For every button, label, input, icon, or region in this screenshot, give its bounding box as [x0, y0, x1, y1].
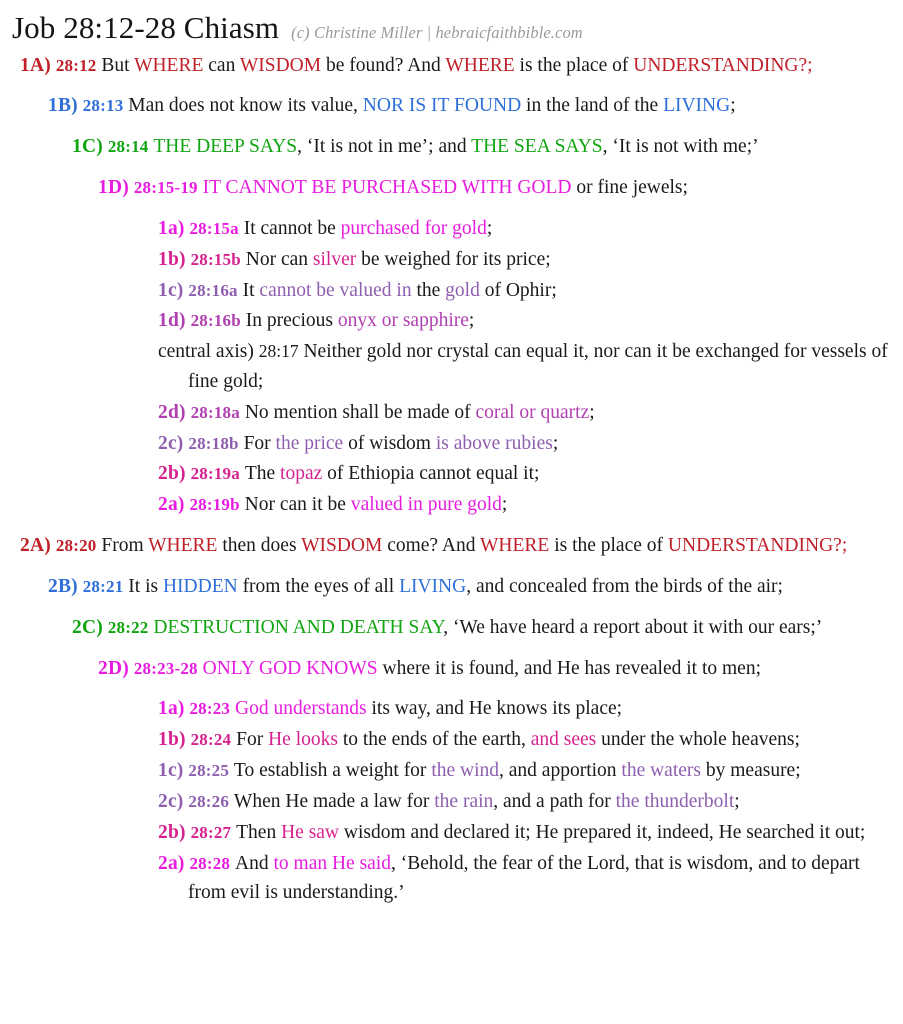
keyword-and-sees: and sees [530, 729, 597, 751]
line-text: From [101, 535, 149, 557]
line-text: Nor can [245, 248, 313, 270]
chiasm-line-1c-second [158, 756, 891, 786]
chiasm-line-1c [158, 276, 891, 306]
line-label: 1d) [158, 310, 186, 332]
keyword-cannot-be-purchased: IT CANNOT BE PURCHASED WITH GOLD [202, 177, 572, 199]
line-reference: 28:19a [190, 464, 240, 484]
line-reference: 28:25 [188, 761, 230, 781]
keyword-where: WHERE [148, 535, 218, 557]
line-text: wisdom and declared it; He prepared it, indeed, He searched it out; [339, 821, 866, 843]
attribution-byline: (c) Christine Miller | hebraicfaithbible.com [291, 23, 583, 42]
line-text: , and apportion [499, 760, 622, 782]
keyword-god-understands: God understands [235, 698, 367, 720]
line-text: ; [734, 790, 740, 812]
line-text: ; [730, 95, 736, 117]
keyword-the-wind: the wind [431, 760, 500, 782]
line-text: to the ends of the earth, [337, 729, 531, 751]
chiasm-line-1d [158, 306, 891, 336]
line-text: of wisdom [343, 432, 436, 454]
line-label: 2d) [158, 401, 186, 423]
line-text: its way, and He knows its place; [366, 698, 623, 720]
line-text: be weighed for its price; [356, 248, 551, 270]
line-text: Nor can it be [244, 494, 351, 516]
line-text: , and a path for [493, 790, 616, 812]
chiasm-line-2a [158, 490, 891, 520]
line-label: 1b) [158, 248, 186, 270]
line-text: , and concealed from the birds of the air; [466, 575, 783, 597]
line-text: To establish a weight for [233, 760, 432, 782]
keyword-the-thunderbolt: the thunderbolt [615, 790, 735, 812]
line-text: of Ophir; [479, 279, 557, 301]
line-text: And [235, 852, 274, 874]
line-text: by measure; [701, 760, 801, 782]
line-text: No mention shall be made of [244, 401, 476, 423]
line-text: ; [468, 310, 475, 332]
line-reference: 28:12 [55, 55, 97, 75]
line-label: 2a) [158, 494, 185, 516]
line-label: 2D) [98, 657, 129, 679]
keyword-the-price: the price [275, 432, 344, 454]
line-text: be found? And [321, 54, 446, 76]
line-reference: 28:23-28 [133, 658, 198, 678]
line-reference: 28:21 [82, 576, 124, 596]
line-text: Neither gold nor crystal can equal it, nor can it be exchanged for vessels of fine gold; [188, 341, 888, 392]
keyword-he-looks: He looks [268, 729, 338, 751]
chiasm-line-2B [48, 572, 891, 602]
line-label: 2b) [158, 463, 186, 485]
keyword-onyx-or-sapphire: onyx or sapphire [337, 310, 469, 332]
chiasm-line-2C [72, 613, 891, 643]
line-text: For [243, 432, 276, 454]
line-text: can [203, 54, 240, 76]
chiasm-line-2D [98, 654, 891, 684]
chiasm-line-1a [158, 214, 891, 244]
line-label: 2c) [158, 432, 184, 454]
chiasm-line-1b [158, 245, 891, 275]
keyword-only-god-knows: ONLY GOD KNOWS [202, 657, 378, 679]
line-label: 1A) [20, 54, 51, 76]
line-text: It is [128, 575, 163, 597]
line-label: 1D) [98, 177, 129, 199]
keyword-understanding: UNDERSTANDING?; [667, 535, 848, 557]
line-reference: 28:15b [190, 249, 241, 269]
line-text: in the land of the [521, 95, 664, 117]
keyword-the-sea-says: THE SEA SAYS [471, 136, 603, 158]
line-reference: 28:18b [188, 433, 239, 453]
line-text: It cannot be [243, 217, 341, 239]
chiasm-central-axis [158, 337, 891, 397]
line-label: 1B) [48, 95, 78, 117]
line-text: is the place of [549, 535, 668, 557]
keyword-gold: gold [445, 279, 480, 301]
line-reference: 28:24 [190, 730, 232, 750]
line-text: , ‘Behold, the fear of the Lord, that is wisdom, and to depart from evil is understanding.’ [188, 852, 860, 904]
line-text: under the whole heavens; [596, 729, 800, 751]
line-label: 1c) [158, 279, 184, 301]
line-reference: 28:27 [190, 822, 232, 842]
line-reference: 28:19b [189, 495, 240, 515]
keyword-understanding: UNDERSTANDING?; [633, 54, 813, 76]
line-reference: 28:26 [188, 791, 230, 811]
line-text: In precious [245, 310, 338, 332]
line-label: central axis) [158, 341, 254, 363]
line-text: Then [236, 821, 282, 843]
line-text: come? And [382, 535, 480, 557]
chiasm-line-1C [72, 132, 891, 162]
line-text: where it is found, and He has revealed it to men; [377, 657, 761, 679]
line-text: , ‘We have heard a report about it with our ears;’ [443, 616, 823, 638]
keyword-to-man-he-said: to man He said [273, 852, 391, 874]
keyword-topaz: topaz [280, 463, 323, 485]
line-label: 2A) [20, 535, 51, 557]
keyword-where: WHERE [445, 54, 515, 76]
chiasm-line-1D [98, 173, 891, 203]
keyword-nor-is-it-found: NOR IS IT FOUND [362, 95, 522, 117]
line-text: For [236, 729, 269, 751]
line-text: the [411, 279, 446, 301]
line-label: 1a) [158, 698, 185, 720]
line-text: The [244, 463, 281, 485]
chiasm-line-2c-second [158, 787, 891, 817]
line-reference: 28:16a [188, 280, 238, 300]
keyword-wisdom: WISDOM [301, 535, 383, 557]
keyword-purchased-for-gold: purchased for gold [340, 217, 487, 239]
line-reference: 28:23 [189, 699, 231, 719]
line-reference: 28:20 [55, 536, 97, 556]
line-reference: 28:28 [189, 853, 231, 873]
line-text: of Ethiopia cannot equal it; [322, 463, 540, 485]
chiasm-line-2c [158, 429, 891, 459]
line-label: 2a) [158, 852, 185, 874]
keyword-the-waters: the waters [621, 760, 701, 782]
chiasm-line-2a-second [158, 849, 891, 909]
keyword-wisdom: WISDOM [239, 54, 322, 76]
line-text: , ‘It is not in me’; and [297, 136, 472, 158]
chiasm-line-1b-second [158, 725, 891, 755]
line-reference: 28:18a [190, 402, 240, 422]
keyword-above-rubies: is above rubies [435, 432, 553, 454]
line-text: It [242, 279, 260, 301]
line-text: When He made a law for [233, 790, 435, 812]
keyword-where: WHERE [134, 54, 204, 76]
line-reference: 28:15a [189, 218, 239, 238]
chiasm-line-1A [20, 51, 891, 81]
keyword-valued-in-pure-gold: valued in pure gold [350, 494, 502, 516]
keyword-he-saw: He saw [281, 821, 340, 843]
chiasm-line-1a-second [158, 694, 891, 724]
line-text: from the eyes of all [237, 575, 400, 597]
keyword-cannot-be-valued: cannot be valued in [259, 279, 412, 301]
line-text: ; [486, 217, 493, 239]
page-title: Job 28:12-28 Chiasm [12, 10, 280, 45]
line-text: then does [217, 535, 302, 557]
keyword-destruction-and-death-say: DESTRUCTION AND DEATH SAY [153, 616, 444, 638]
line-reference: 28:17 [258, 341, 299, 362]
keyword-where: WHERE [479, 535, 550, 557]
line-text: , ‘It is not with me;’ [602, 136, 759, 158]
line-label: 2b) [158, 821, 186, 843]
keyword-the-rain: the rain [434, 790, 494, 812]
line-label: 1c) [158, 760, 184, 782]
line-text: ; [589, 401, 595, 423]
line-reference: 28:15-19 [133, 178, 198, 198]
chiasm-line-2b [158, 459, 891, 489]
line-label: 2C) [72, 616, 103, 638]
line-label: 2B) [48, 575, 78, 597]
line-text: ; [501, 494, 508, 516]
chiasm-line-2A [20, 531, 891, 561]
keyword-living: LIVING [663, 95, 731, 117]
keyword-the-deep-says: THE DEEP SAYS [153, 136, 298, 158]
chiasm-line-2d [158, 398, 891, 428]
keyword-hidden: HIDDEN [162, 575, 238, 597]
line-text: or fine jewels; [571, 177, 688, 199]
line-reference: 28:14 [107, 137, 149, 157]
document-header [12, 12, 891, 45]
keyword-coral-or-quartz: coral or quartz [475, 401, 590, 423]
line-label: 2c) [158, 790, 184, 812]
line-text: Man does not know its value, [128, 95, 363, 117]
line-label: 1a) [158, 217, 185, 239]
line-text: But [101, 54, 135, 76]
line-text: is the place of [514, 54, 634, 76]
keyword-silver: silver [312, 248, 357, 270]
line-reference: 28:22 [107, 617, 149, 637]
chiasm-line-2b-second [158, 818, 891, 848]
line-label: 1C) [72, 136, 103, 158]
keyword-living: LIVING [399, 575, 467, 597]
chiasm-line-1B [48, 91, 891, 121]
line-text: ; [552, 432, 559, 454]
line-reference: 28:13 [82, 96, 124, 116]
line-label: 1b) [158, 729, 186, 751]
line-reference: 28:16b [190, 311, 241, 331]
